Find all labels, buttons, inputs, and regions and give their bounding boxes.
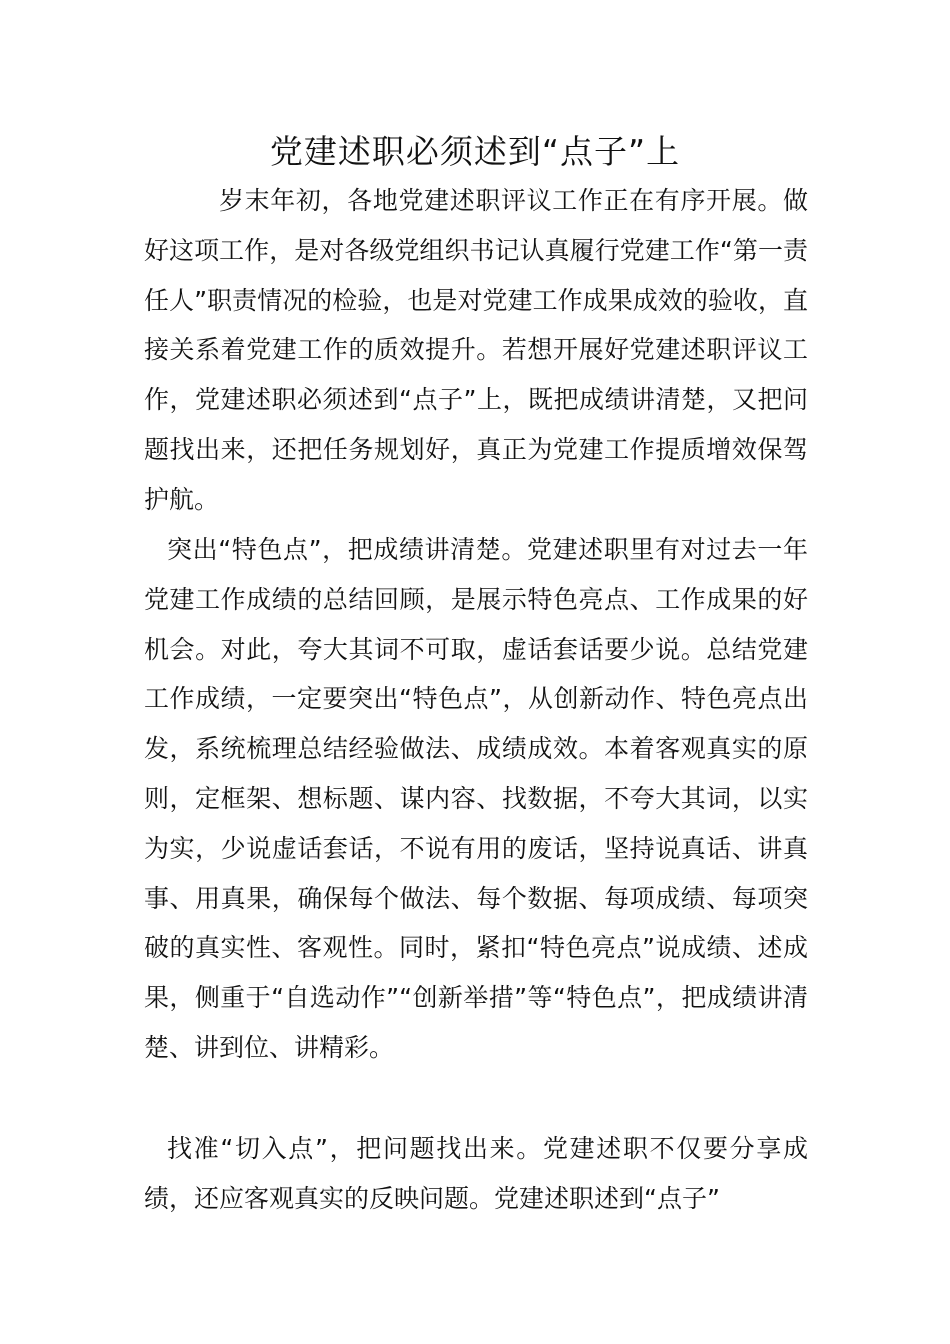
paragraph-entry-point: 找准“切入点”，把问题找出来。党建述职不仅要分享成绩，还应客观真实的反映问题。党建述职述到“点子” bbox=[144, 1134, 808, 1213]
paragraph-highlight-point: 突出“特色点”，把成绩讲清楚。党建述职里有对过去一年党建工作成绩的总结回顾，是展示特色亮点、工作成果的好机会。对此，夸大其词不可取，虚话套话要少说。总结党建工作成绩，一定要突出“特色点”，从创新动作、特色亮点出发，系统梳理总结经验做法、成绩成效。本着客观真实的原则，定框架、想标题、谋内容、找数据，不夸大其词，以实为实，少说虚话套话，不说有用的废话，坚持说真话、讲真事、用真果，确保每个做法、每个数据、每项成绩、每项突破的真实性、客观性。同时，紧扣“特色亮点”说成绩、述成果，侧重于“自选动作”“创新举措”等“特色点”，把成绩讲清楚、讲到位、讲精彩。 bbox=[144, 535, 808, 1062]
document-title: 党建述职必须述到“点子”上 bbox=[269, 132, 681, 171]
paragraph-intro: 岁末年初，各地党建述职评议工作正在有序开展。做好这项工作，是对各级党组织书记认真履行党建工作“第一责任人”职责情况的检验，也是对党建工作成果成效的验收，直接关系着党建工作的质效提升。若想开展好党建述职评议工作，党建述职必须述到“点子”上，既把成绩讲清楚，又把问题找出来，还把任务规划好，真正为党建工作提质增效保驾护航。 bbox=[144, 186, 808, 514]
